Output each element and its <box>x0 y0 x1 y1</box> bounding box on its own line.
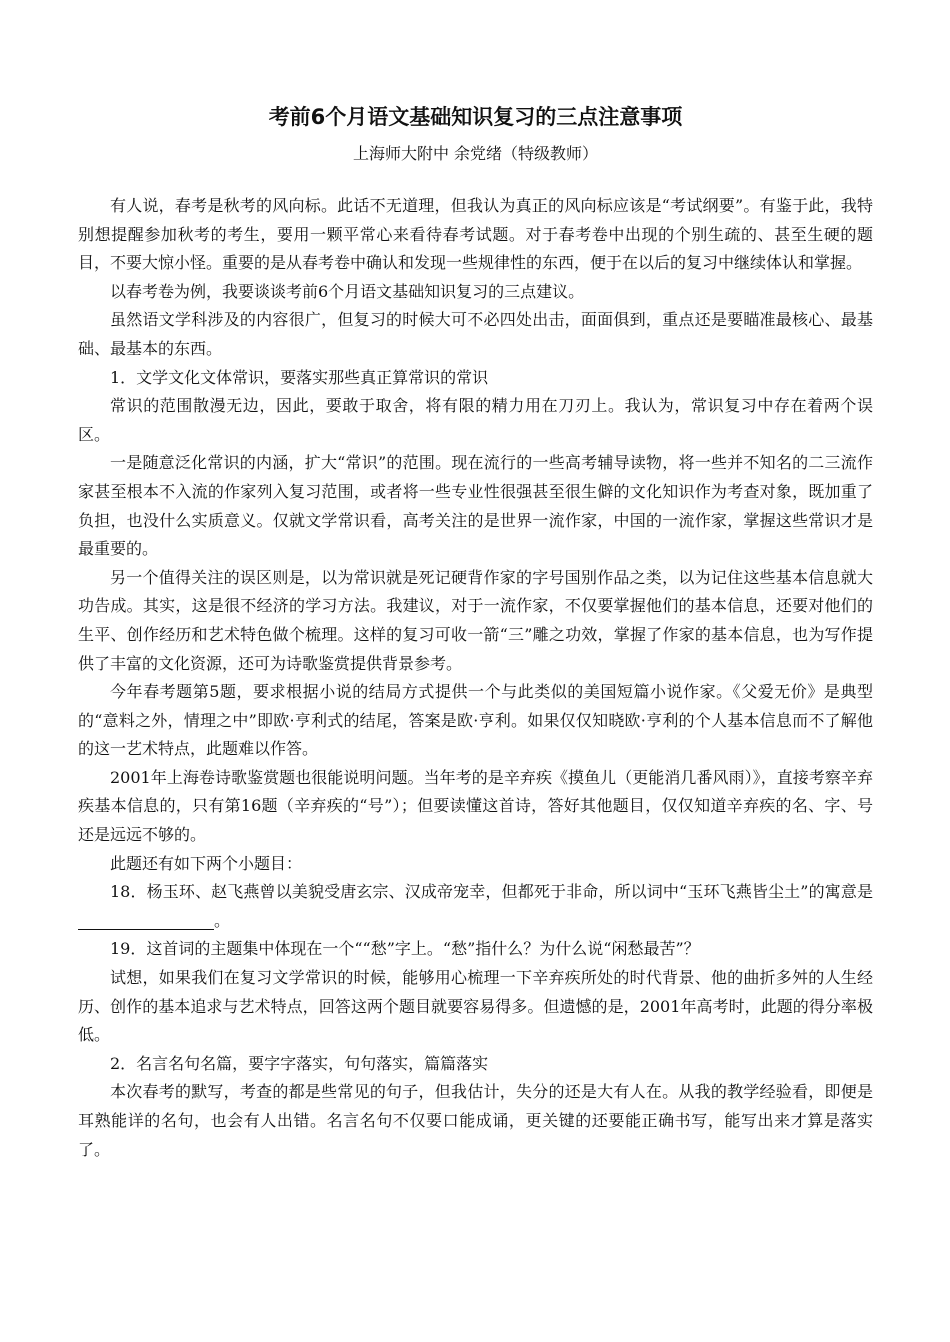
author-line: 上海师大附中 余党绪（特级教师） <box>352 144 599 163</box>
paragraph: 2001年上海卷诗歌鉴赏题也很能说明问题。当年考的是辛弃疾《摸鱼儿（更能消几番风雨）》，直接考察辛弃疾基本信息的，只有第16题（辛弃疾的“号”）；但要读懂这首诗，答好其他题目，仅仅知道辛弃疾的名、字、号还是远远不够的。 <box>78 767 873 845</box>
paragraph: 常识的范围散漫无边，因此，要敢于取舍，将有限的精力用在刀刃上。我认为，常识复习中存在着两个误区。 <box>78 396 873 444</box>
question-19-after: 字上。“愁”指什么？为什么说“闲愁最苦”？ <box>394 939 700 959</box>
question-19-before: 19．这首词的主题集中体现在一个“ <box>110 939 363 959</box>
question-18-end: 。 <box>214 910 231 930</box>
paragraph: 以春考卷为例，我要谈谈考前6个月语文基础知识复习的三点建议。 <box>110 281 585 301</box>
question-18-text: 18．杨玉环、赵飞燕曾以美貌受唐玄宗、汉成帝宠幸，但都死于非命，所以词中“玉环飞燕皆尘土”的寓意是 <box>110 882 873 902</box>
paragraph: 试想，如果我们在复习文学常识的时候，能够用心梳理一下辛弃疾所处的时代背景、他的曲折多舛的人生经历、创作的基本追求与艺术特点，回答这两个题目就要容易得多。但遗憾的是，2001年高考时，此题的得分率极低。 <box>78 968 873 1045</box>
paragraph: 本次春考的默写，考查的都是些常见的句子，但我估计，失分的还是大有人在。从我的教学经验看，即便是耳熟能详的名句，也会有人出错。名言名句不仅要口能成诵，更关键的还要能正确书写，能写出来才算是落实了。 <box>78 1082 873 1159</box>
paragraph: 今年春考题第5题，要求根据小说的结局方式提供一个与此类似的美国短篇小说作家。《父爱无价》是典型的“意料之外，情理之中”即欧·亨利式的结尾，答案是欧·亨利。如果仅仅知晓欧·亨利的个人基本信息而不了解他的这一艺术特点，此题难以作答。 <box>78 682 873 759</box>
paragraph: 另一个值得关注的误区则是，以为常识就是死记硬背作家的字号国别作品之类，以为记住这些基本信息就大功告成。其实，这是很不经济的学习方法。我建议，对于一流作家，不仅要掌握他们的基本信息，还要对他们的生平、创作经历和艺术特色做个梳理。这样的复习可收一箭“三”雕之功效，掌握了作家的基本信息，也为写作提供了丰富的文化资源，还可为诗歌鉴赏提供背景参考。 <box>78 567 873 673</box>
answer-blank <box>78 911 214 930</box>
question-19-mark: “愁” <box>362 939 395 959</box>
section-heading-1: 1．文学文化文体常识，要落实那些真正算常识的常识 <box>110 367 489 387</box>
question-19 <box>78 935 873 964</box>
paragraph: 虽然语文学科涉及的内容很广，但复习的时候大可不必四处出击，面面俱到，重点还是要瞄准最核心、最基础、最基本的东西。 <box>78 310 873 358</box>
section-heading-2: 2．名言名句名篇，要字字落实，句句落实，篇篇落实 <box>110 1053 489 1073</box>
document-title: 考前6个月语文基础知识复习的三点注意事项 <box>268 105 683 129</box>
document-page <box>78 96 873 1164</box>
paragraph: 此题还有如下两个小题目： <box>110 853 303 873</box>
question-18 <box>78 878 873 935</box>
paragraph: 有人说，春考是秋考的风向标。此话不无道理，但我认为真正的风向标应该是“考试纲要”。有鉴于此，我特别想提醒参加秋考的考生，要用一颗平常心来看待春考试题。对于春考卷中出现的个别生疏的、甚至生硬的题目，不要大惊小怪。重要的是从春考卷中确认和发现一些规律性的东西，便于在以后的复习中继续体认和掌握。 <box>78 196 873 273</box>
paragraph: 一是随意泛化常识的内涵，扩大“常识”的范围。现在流行的一些高考辅导读物，将一些并不知名的二三流作家甚至根本不入流的作家列入复习范围，或者将一些专业性很强甚至很生僻的文化知识作为考查对象，既加重了负担，也没什么实质意义。仅就文学常识看，高考关注的是世界一流作家，中国的一流作家，掌握这些常识才是最重要的。 <box>78 453 873 559</box>
